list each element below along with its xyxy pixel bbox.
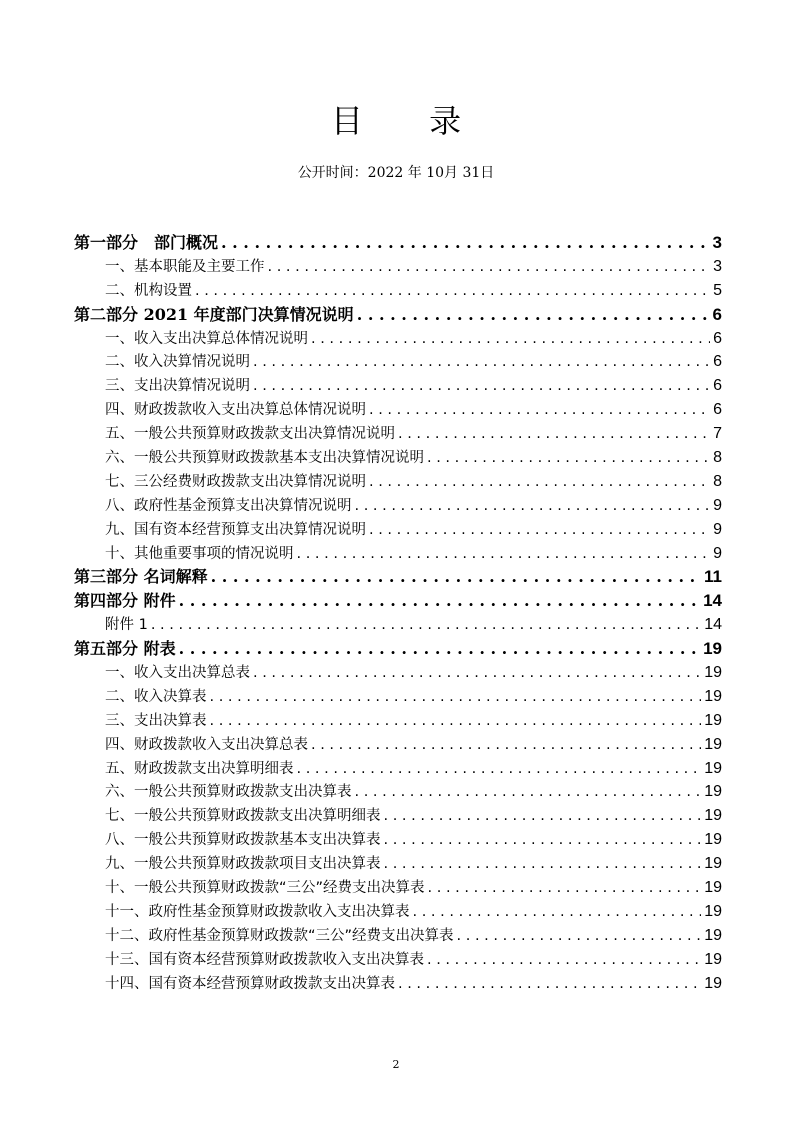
toc-entry-page-number: 14 — [703, 591, 722, 611]
publish-date: 公开时间：2022 年 10月 31日 — [297, 165, 495, 181]
toc-subsection-entry[interactable] — [74, 350, 722, 374]
toc-dot-leader — [398, 973, 701, 997]
toc-entry-page-number: 19 — [704, 735, 722, 753]
toc-subsection-entry[interactable] — [74, 876, 722, 900]
toc-dot-leader — [210, 710, 702, 734]
toc-entry-page-number: 9 — [713, 496, 722, 514]
toc-dot-leader — [297, 758, 702, 782]
toc-entry-label: 一、基本职能及主要工作 — [105, 258, 265, 275]
toc-dot-leader — [311, 328, 710, 352]
toc-entry-label: 第四部分 附件 — [74, 591, 176, 611]
toc-dot-leader — [427, 447, 710, 471]
toc-entry-page-number: 19 — [704, 831, 722, 849]
toc-section-entry[interactable] — [74, 303, 722, 327]
toc-section-entry[interactable] — [74, 231, 722, 255]
toc-entry-page-number: 3 — [712, 233, 722, 252]
toc-dot-leader — [427, 949, 701, 973]
toc-dot-leader — [398, 423, 710, 447]
toc-entry-label: 十、其他重要事项的情况说明 — [105, 545, 294, 562]
toc-dot-leader — [221, 231, 710, 255]
toc-dot-leader — [179, 637, 701, 661]
toc-subsection-entry[interactable] — [74, 852, 722, 876]
toc-entry-page-number: 19 — [704, 974, 722, 992]
toc-entry-page-number: 19 — [704, 855, 722, 873]
toc-dot-leader — [195, 280, 710, 304]
toc-entry-page-number: 7 — [713, 425, 722, 443]
toc-subsection-entry[interactable] — [74, 900, 722, 924]
toc-dot-leader — [369, 471, 710, 495]
toc-subsection-entry[interactable] — [74, 924, 722, 948]
toc-subsection-entry[interactable] — [74, 422, 722, 446]
toc-subsection-entry[interactable] — [74, 279, 722, 303]
toc-entry-label: 五、一般公共预算财政拨款支出决算情况说明 — [105, 426, 395, 443]
toc-entry-page-number: 6 — [713, 401, 722, 419]
toc-subsection-entry[interactable] — [74, 518, 722, 542]
toc-entry-label: 三、支出决算表 — [105, 712, 207, 729]
toc-dot-leader — [253, 351, 710, 375]
toc-dot-leader — [457, 925, 702, 949]
toc-dot-leader — [413, 901, 702, 925]
toc-entry-page-number: 19 — [704, 687, 722, 705]
toc-dot-leader — [151, 614, 701, 638]
toc-subsection-entry[interactable] — [74, 709, 722, 733]
toc-entry-label: 九、一般公共预算财政拨款项目支出决算表 — [105, 856, 381, 873]
toc-entry-page-number: 11 — [704, 567, 722, 587]
toc-entry-page-number: 6 — [712, 304, 722, 324]
toc-entry-page-number: 6 — [713, 353, 722, 371]
toc-dot-leader — [211, 565, 701, 589]
toc-entry-label: 一、收入支出决算总体情况说明 — [105, 330, 308, 347]
toc-subsection-entry[interactable] — [74, 398, 722, 422]
toc-entry-label: 七、三公经费财政拨款支出决算情况说明 — [105, 473, 366, 490]
toc-subsection-entry[interactable] — [74, 446, 722, 470]
toc-entry-page-number: 9 — [713, 544, 722, 562]
toc-dot-leader — [253, 375, 710, 399]
toc-dot-leader — [384, 853, 702, 877]
toc-dot-leader — [210, 686, 702, 710]
toc-subsection-entry[interactable] — [74, 757, 722, 781]
toc-entry-label: 八、一般公共预算财政拨款基本支出决算表 — [105, 832, 381, 849]
toc-entry-label: 二、机构设置 — [105, 282, 192, 299]
toc-entry-page-number: 19 — [704, 711, 722, 729]
toc-entry-label: 四、财政拨款收入支出决算总体情况说明 — [105, 402, 366, 419]
toc-subsection-entry[interactable] — [74, 685, 722, 709]
toc-entry-page-number: 6 — [713, 377, 722, 395]
toc-entry-label: 二、收入决算表 — [105, 688, 207, 705]
toc-dot-leader — [384, 829, 702, 853]
toc-dot-leader — [357, 303, 710, 327]
toc-dot-leader — [384, 805, 702, 829]
toc-section-entry[interactable] — [74, 637, 722, 661]
toc-subsection-entry[interactable] — [74, 542, 722, 566]
toc-subsection-entry[interactable] — [74, 374, 722, 398]
page-title: 目 录 — [330, 102, 490, 140]
toc-dot-leader — [355, 781, 702, 805]
toc-entry-page-number: 19 — [704, 879, 722, 897]
toc-subsection-entry[interactable] — [74, 613, 722, 637]
toc-entry-page-number: 6 — [713, 329, 722, 347]
toc-entry-label: 三、支出决算情况说明 — [105, 378, 250, 395]
toc-entry-label: 十三、国有资本经营预算财政拨款收入支出决算表 — [105, 951, 424, 968]
toc-entry-label: 九、国有资本经营预算支出决算情况说明 — [105, 521, 366, 538]
toc-entry-label: 八、政府性基金预算支出决算情况说明 — [105, 497, 352, 514]
toc-entry-label: 第三部分 名词解释 — [74, 567, 208, 587]
toc-dot-leader — [297, 543, 711, 567]
toc-entry-label: 第一部分 部门概况 — [74, 233, 219, 252]
toc-entry-page-number: 19 — [703, 639, 722, 659]
toc-entry-page-number: 19 — [704, 926, 722, 944]
toc-section-entry[interactable] — [74, 589, 722, 613]
toc-subsection-entry[interactable] — [74, 255, 722, 279]
toc-entry-page-number: 19 — [704, 759, 722, 777]
toc-entry-page-number: 14 — [704, 616, 722, 634]
toc-subsection-entry[interactable] — [74, 780, 722, 804]
toc-subsection-entry[interactable] — [74, 494, 722, 518]
toc-entry-label: 十四、国有资本经营预算财政拨款支出决算表 — [105, 975, 395, 992]
toc-dot-leader — [253, 662, 701, 686]
toc-entry-label: 六、一般公共预算财政拨款基本支出决算情况说明 — [105, 450, 424, 467]
toc-entry-label: 六、一般公共预算财政拨款支出决算表 — [105, 784, 352, 801]
toc-entry-page-number: 9 — [713, 520, 722, 538]
toc-dot-leader — [311, 734, 701, 758]
toc-dot-leader — [369, 519, 710, 543]
toc-dot-leader — [179, 589, 701, 613]
toc-entry-label: 附件 1 — [105, 617, 148, 634]
toc-subsection-entry[interactable] — [74, 327, 722, 351]
toc-dot-leader — [428, 877, 702, 901]
toc-entry-page-number: 19 — [704, 807, 722, 825]
toc-entry-label: 十二、政府性基金预算财政拨款“三公”经费支出决算表 — [105, 927, 454, 944]
toc-entry-page-number: 3 — [713, 257, 722, 275]
toc-entry-page-number: 5 — [713, 281, 722, 299]
toc-dot-leader — [355, 495, 711, 519]
footer-page-number: 2 — [392, 1058, 400, 1071]
toc-subsection-entry[interactable] — [74, 733, 722, 757]
toc-dot-leader — [369, 399, 710, 423]
table-of-contents — [74, 231, 722, 996]
toc-entry-page-number: 19 — [704, 950, 722, 968]
toc-section-entry[interactable] — [74, 565, 722, 589]
toc-entry-label: 五、财政拨款支出决算明细表 — [105, 760, 294, 777]
toc-entry-page-number: 19 — [704, 664, 722, 682]
toc-entry-label: 十、一般公共预算财政拨款“三公”经费支出决算表 — [105, 880, 425, 897]
toc-entry-page-number: 19 — [704, 902, 722, 920]
toc-entry-label: 第二部分 2021 年度部门决算情况说明 — [74, 304, 354, 324]
toc-entry-page-number: 19 — [704, 783, 722, 801]
toc-subsection-entry[interactable] — [74, 661, 722, 685]
toc-dot-leader — [268, 256, 711, 280]
toc-subsection-entry[interactable] — [74, 804, 722, 828]
toc-entry-label: 第五部分 附表 — [74, 639, 176, 659]
toc-entry-label: 二、收入决算情况说明 — [105, 354, 250, 371]
toc-subsection-entry[interactable] — [74, 948, 722, 972]
toc-entry-label: 七、一般公共预算财政拨款支出决算明细表 — [105, 808, 381, 825]
toc-subsection-entry[interactable] — [74, 972, 722, 996]
toc-entry-label: 四、财政拨款收入支出决算总表 — [105, 736, 308, 753]
toc-entry-page-number: 8 — [713, 449, 722, 467]
toc-entry-page-number: 8 — [713, 472, 722, 490]
toc-subsection-entry[interactable] — [74, 470, 722, 494]
toc-entry-label: 一、收入支出决算总表 — [105, 665, 250, 682]
toc-subsection-entry[interactable] — [74, 828, 722, 852]
toc-entry-label: 十一、政府性基金预算财政拨款收入支出决算表 — [105, 903, 410, 920]
